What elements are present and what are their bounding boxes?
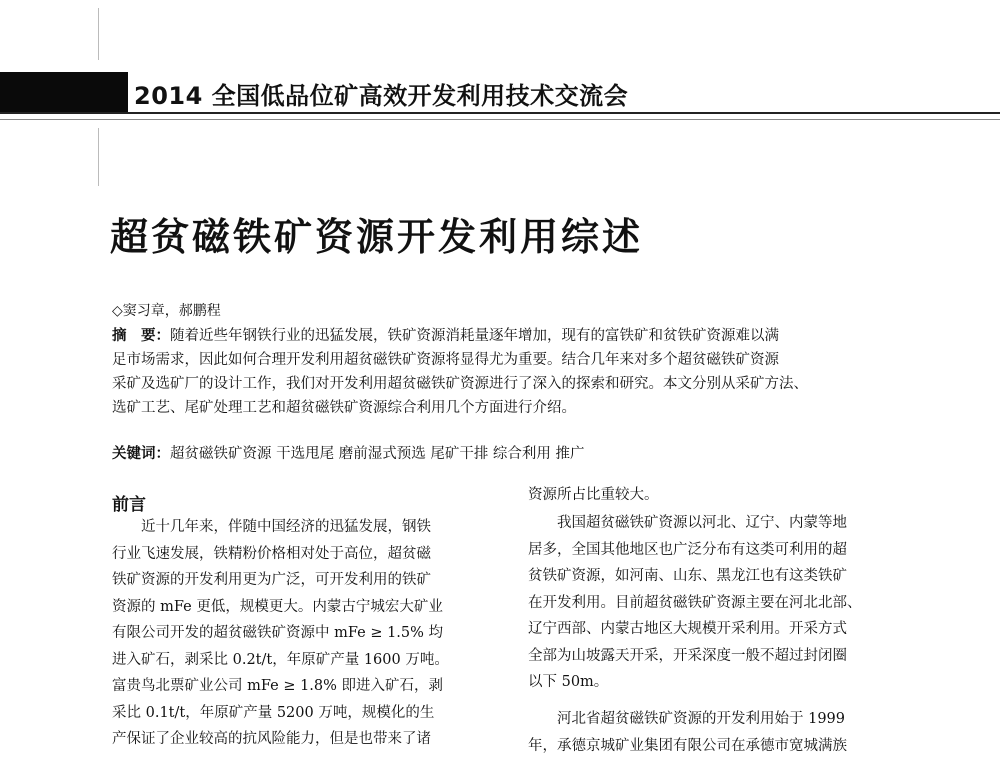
paragraph-line: 富贵鸟北票矿业公司 mFe ≥ 1.8% 即进入矿石，剥 xyxy=(112,678,444,694)
abstract-line: 采矿及选矿厂的设计工作，我们对开发利用超贫磁铁矿资源进行了深入的探索和研究。本文分别从采矿方法、 xyxy=(112,376,808,392)
paragraph-line: 产保证了企业较高的抗风险能力，但是也带来了诸 xyxy=(112,731,431,747)
paragraph-line: 在开发利用。目前超贫磁铁矿资源主要在河北北部、 xyxy=(528,594,862,611)
paragraph-line: 近十几年来，伴随中国经济的迅猛发展，钢铁 xyxy=(141,519,431,535)
paragraph-line: 年，承德京城矿业集团有限公司在承德市宽城满族 xyxy=(528,737,847,754)
article-title: 超贫磁铁矿资源开发利用综述 xyxy=(110,215,644,259)
left-column xyxy=(112,514,502,753)
right-column-continuation xyxy=(528,482,914,509)
header-rule-thick xyxy=(0,112,1000,114)
header-black-block xyxy=(0,72,128,112)
keywords xyxy=(112,444,585,464)
right-column-paragraph-1 xyxy=(528,510,914,696)
paragraph-line: 采比 0.1t/t，年原矿产量 5200 万吨，规模化的生 xyxy=(112,704,435,721)
right-column-paragraph-2 xyxy=(528,706,914,759)
section-heading-introduction: 前言 xyxy=(112,495,146,515)
margin-tick-top xyxy=(98,8,99,60)
paragraph-line: 辽宁西部、内蒙古地区大规模开采利用。开采方式 xyxy=(528,621,847,637)
abstract-line: 足市场需求，因此如何合理开发利用超贫磁铁矿资源将显得尤为重要。结合几年来对多个超贫磁铁矿资源 xyxy=(112,352,779,368)
paragraph-line: 行业飞速发展，铁精粉价格相对处于高位，超贫磁 xyxy=(112,545,431,562)
abstract xyxy=(112,324,912,420)
paragraph-line: 贫铁矿资源，如河南、山东、黑龙江也有这类铁矿 xyxy=(528,568,847,584)
paragraph-line: 以下 50m。 xyxy=(528,674,609,690)
conference-title: 2014 全国低品位矿高效开发利用技术交流会 xyxy=(134,82,629,110)
header-rule-thin xyxy=(0,119,1000,120)
keywords-text: 超贫磁铁矿资源 干选甩尾 磨前湿式预选 尾矿干排 综合利用 推广 xyxy=(170,446,585,462)
margin-tick-middle xyxy=(98,128,99,186)
abstract-line: 选矿工艺、尾矿处理工艺和超贫磁铁矿资源综合利用几个方面进行介绍。 xyxy=(112,400,576,416)
paragraph-line: 居多，全国其他地区也广泛分布有这类可利用的超 xyxy=(528,541,847,558)
paragraph-line: 铁矿资源的开发利用更为广泛，可开发利用的铁矿 xyxy=(112,572,431,588)
paragraph-line: 我国超贫磁铁矿资源以河北、辽宁、内蒙等地 xyxy=(557,515,847,531)
paragraph-line: 河北省超贫磁铁矿资源的开发利用始于 1999 xyxy=(557,711,846,727)
paragraph-line: 进入矿石，剥采比 0.2t/t，年原矿产量 1600 万吨。 xyxy=(112,651,449,668)
paragraph-line: 资源的 mFe 更低，规模更大。内蒙古宁城宏大矿业 xyxy=(112,598,443,615)
paragraph-line: 资源所占比重较大。 xyxy=(528,487,659,503)
keywords-label: 关键词： xyxy=(112,446,170,462)
paragraph-line: 有限公司开发的超贫磁铁矿资源中 mFe ≥ 1.5% 均 xyxy=(112,625,444,641)
abstract-label: 摘 要： xyxy=(112,328,170,344)
article-authors: ◇窦习章，郝鹏程 xyxy=(112,303,221,319)
abstract-line: 摘 要：随着近些年钢铁行业的迅猛发展，铁矿资源消耗量逐年增加，现有的富铁矿和贫铁矿资源难以满 xyxy=(112,328,779,344)
paragraph-line: 全部为山坡露天开采，开采深度一般不超过封闭圈 xyxy=(528,647,847,664)
